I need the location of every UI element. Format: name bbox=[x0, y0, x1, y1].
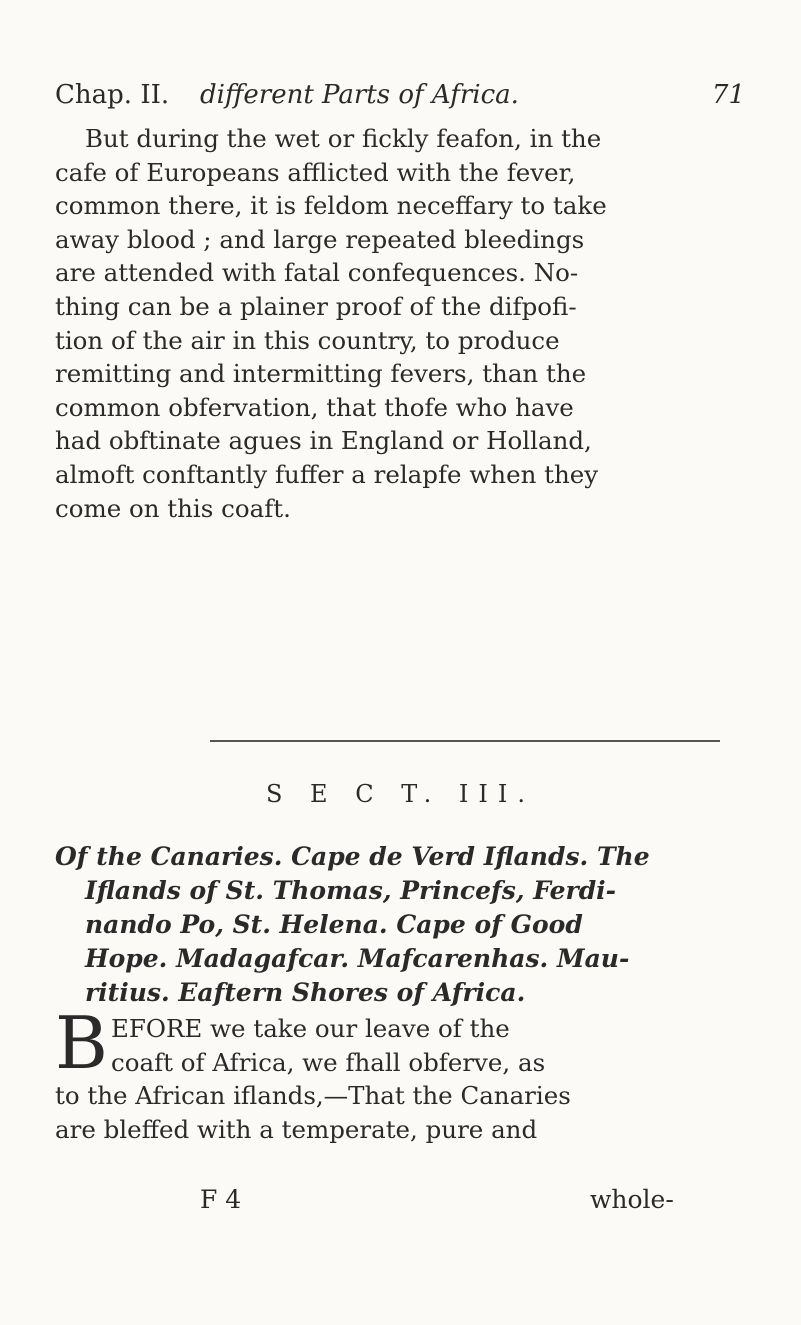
text-line: almoft conftantly fuffer a relapfe when they bbox=[55, 459, 599, 489]
section-heading: S E C T. III. bbox=[265, 780, 536, 808]
text-line: to the African iflands,—That the Canaries bbox=[55, 1081, 571, 1111]
text-line: Of the Canaries. Cape de Verd Iflands. The bbox=[55, 842, 650, 871]
paragraph-2 bbox=[55, 1012, 745, 1146]
text-line: had obftinate agues in England or Holland, bbox=[55, 426, 592, 456]
text-line: away blood ; and large repeated bleedings bbox=[55, 224, 585, 254]
text-line: are bleffed with a temperate, pure and bbox=[55, 1114, 538, 1144]
drop-cap: B bbox=[55, 1001, 108, 1085]
text-line: common obfervation, that thofe who have bbox=[55, 392, 574, 422]
text-line: EFORE we take our leave of the bbox=[111, 1014, 510, 1043]
text-line: Iflands of St. Thomas, Princefs, Ferdi- bbox=[85, 876, 617, 905]
text-line: come on this coaft. bbox=[55, 493, 291, 523]
text-line: nando Po, St. Helena. Cape of Good bbox=[85, 910, 583, 939]
text-line: cafe of Europeans afflicted with the fever, bbox=[55, 157, 576, 187]
text-line: tion of the air in this country, to produce bbox=[55, 325, 560, 355]
text-line: are attended with fatal confequences. No- bbox=[55, 258, 579, 288]
page-number: 71 bbox=[711, 80, 745, 110]
catchword: whole- bbox=[590, 1185, 674, 1214]
text-line: coaft of Africa, we fhall obferve, as bbox=[111, 1047, 546, 1077]
text-line: remitting and intermitting fevers, than the bbox=[55, 359, 587, 389]
divider-rule bbox=[210, 740, 720, 742]
chapter-label: Chap. II. bbox=[55, 80, 170, 110]
paragraph-1 bbox=[55, 122, 745, 525]
running-header bbox=[55, 80, 745, 110]
text-line: common there, it is feldom neceffary to take bbox=[55, 191, 607, 221]
text-line: But during the wet or fickly feafon, in the bbox=[85, 124, 602, 153]
signature-mark: F 4 bbox=[200, 1185, 242, 1214]
text-line: Hope. Madagafcar. Mafcarenhas. Mau- bbox=[85, 944, 630, 973]
text-line: thing can be a plainer proof of the difpofi- bbox=[55, 291, 577, 321]
running-title: different Parts of Africa. bbox=[200, 80, 519, 110]
text-line: ritius. Eaftern Shores of Africa. bbox=[85, 978, 526, 1007]
page-footer bbox=[200, 1185, 720, 1214]
section-summary bbox=[55, 840, 745, 1010]
